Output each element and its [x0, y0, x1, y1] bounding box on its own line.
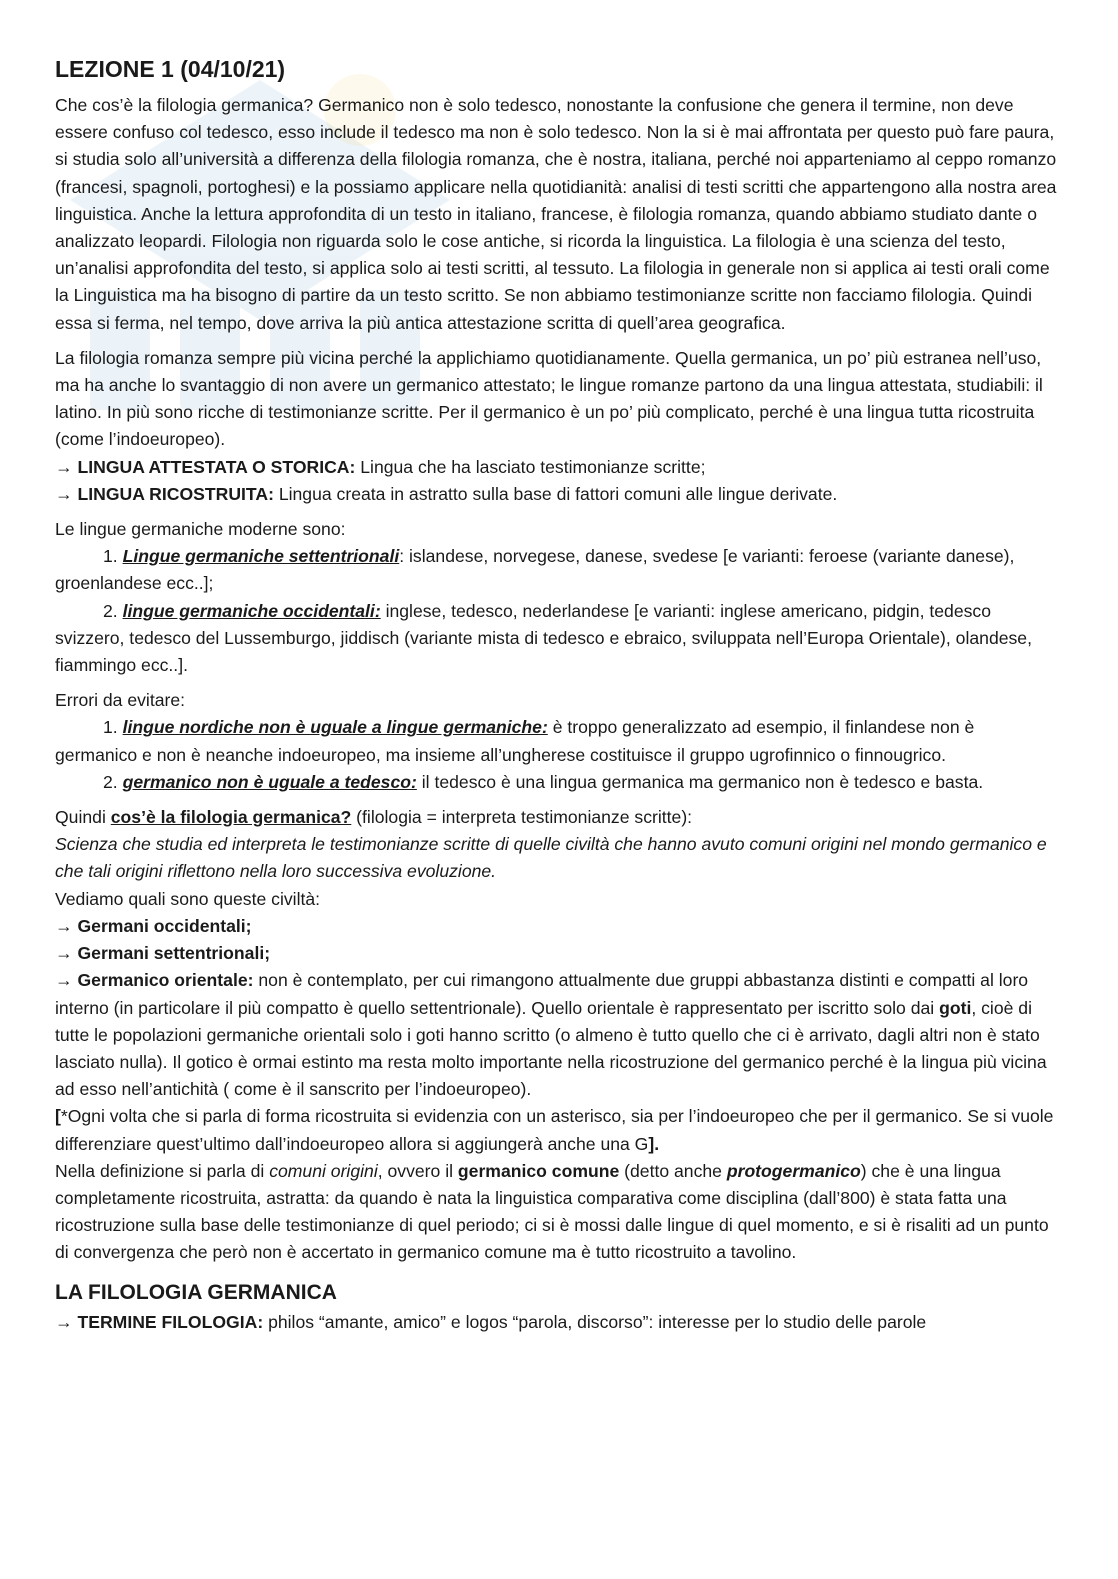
list-number: 2.	[103, 600, 118, 621]
list-term: Lingue germaniche settentrionali	[122, 546, 400, 567]
list-number: 1.	[103, 546, 118, 567]
definizione-italic: Scienza che studia ed interpreta le testimonianze scritte di quelle civiltà che hanno avuto comuni origini nel mondo germanico e che tali origini riflettono nella loro successiva evoluzione.	[55, 834, 1047, 882]
bracket-close: ].	[648, 1133, 660, 1154]
termine-text: philos “amante, amico” e logos “parola, discorso”: interesse per lo studio delle parole	[263, 1311, 927, 1332]
arrow-icon: →	[55, 970, 73, 991]
list-number: 2.	[103, 771, 118, 792]
text-run: (detto anche	[619, 1160, 727, 1181]
arrow-icon: →	[55, 1311, 73, 1332]
termine-filologia	[55, 1309, 1060, 1336]
quindi-pre: Quindi	[55, 807, 111, 828]
civilta-item	[55, 967, 1060, 1103]
civilta-term: Germani settentrionali;	[77, 943, 271, 964]
definition-term: LINGUA ATTESTATA O STORICA:	[77, 456, 356, 477]
nota-text: *Ogni volta che si parla di forma ricostruita si evidenzia con un asterisco, sia per l’indoeuropeo che per il germanico. Se si vuole differenziare quest’ultimo dall’indoeuropeo allora si aggiungerà anche una G	[55, 1106, 1054, 1154]
section-heading: LA FILOLOGIA GERMANICA	[55, 1280, 337, 1304]
civilta-item	[55, 913, 1060, 940]
definition-ricostruita	[55, 481, 1060, 508]
paragraph-romanza: La filologia romanza sempre più vicina perché la applichiamo quotidianamente. Quella germanica, un po’ più estranea nell’uso, ma ha anche lo svantaggio di non avere un germanico attestato; le lingue romanze partono da una lingua attestata, studiabili: il latino. In più sono ricche di testimonianze scritte. Per il germanico è un po’ più complicato, perché è una lingua tutta ricostruita (come l’indoeuropeo).	[55, 347, 1043, 450]
list-term: lingue germaniche occidentali:	[122, 600, 381, 621]
quindi-term: cos’è la filologia germanica?	[110, 807, 352, 828]
quindi-post: (filologia = interpreta testimonianze scritte):	[351, 807, 693, 828]
text-run: , ovvero il	[377, 1160, 458, 1181]
arrow-icon: →	[55, 456, 73, 477]
list-text: : islandese, norvegese, danese, svedese [e varianti: feroese (variante danese), groenlandese ecc..];	[55, 546, 1015, 594]
text-run: Nella definizione si parla di	[55, 1160, 270, 1181]
arrow-icon: →	[55, 915, 73, 936]
civilta-term: Germani occidentali;	[77, 915, 252, 936]
germanico-comune-term: germanico comune	[457, 1160, 620, 1181]
arrow-icon: →	[55, 943, 73, 964]
vediamo-line: Vediamo quali sono queste civiltà:	[55, 888, 321, 909]
definition-term: LINGUA RICOSTRUITA:	[77, 483, 274, 504]
nota-asterisco	[55, 1103, 1060, 1157]
civilta-item	[55, 940, 1060, 967]
definition-attestata	[55, 454, 1060, 481]
list-item	[55, 598, 1060, 680]
comuni-origini: comuni origini	[269, 1160, 378, 1181]
goti-term: goti	[939, 997, 972, 1018]
quindi-line	[55, 804, 1060, 831]
text-run: ) che è una lingua completamente ricostruita, astratta: da quando è nata la linguistica comparativa come disciplina (dall’800) è stata fatta una ricostruzione sulla base delle testimonianze di quel periodo; ci si è mossi dalle lingue di quel momento, e si è risaliti ad un punto di convergenza che però non è accertato in germanico comune ma è tutto ricostruito a tavolino.	[55, 1160, 1049, 1263]
protogermanico-term: protogermanico	[726, 1160, 861, 1181]
list-text: è troppo generalizzato ad esempio, il finlandese non è germanico e non è neanche indoeuropeo, ma insieme all’ungherese costituisce il gruppo ugrofinnico o finnougrico.	[55, 717, 975, 765]
paragraph-intro: Che cos’è la filologia germanica? Germanico non è solo tedesco, nonostante la confusione che genera il termine, non deve essere confuso col tedesco, esso include il tedesco ma non è solo tedesco. Non la si è mai affrontata per questo può fare paura, si studia solo all’università a differenza della filologia romanza, che è nostra, italiana, perché noi apparteniamo al ceppo romanzo (francesi, spagnoli, portoghesi) e la possiamo applicare nella quotidianità: analisi di testi scritti che appartengono alla nostra area linguistica. Anche la lettura approfondita di un testo in italiano, francese, è filologia romanza, quando abbiamo studiato dante o analizzato leopardi. Filologia non riguarda solo le cose antiche, si ricorda la linguistica. La filologia è una scienza del testo, un’analisi approfondita del testo, si applica solo ai testi scritti, al tessuto. La filologia in generale non si applica ai testi orali come la Linguistica ma ha bisogno di partire da un testo scritto. Se non abbiamo testimonianze scritte non facciamo filologia. Quindi essa si ferma, nel tempo, dove arriva la più antica attestazione scritta di quell’area geografica.	[55, 95, 1057, 333]
list-item	[55, 543, 1060, 597]
definition-text: Lingua creata in astratto sulla base di fattori comuni alle lingue derivate.	[273, 483, 838, 504]
list-text: inglese, tedesco, nederlandese [e varianti: inglese americano, pidgin, tedesco svizzero, tedesco del Lussemburgo, jiddisch (variante mista di tedesco e ebraico, sviluppata nell’Europa Orientale), olandese, fiammingo ecc..].	[55, 600, 1032, 676]
list-text: il tedesco è una lingua germanica ma germanico non è tedesco e basta.	[416, 771, 984, 792]
list-term: germanico non è uguale a tedesco:	[122, 771, 417, 792]
bracket-open: [	[55, 1106, 61, 1127]
moderne-intro: Le lingue germaniche moderne sono:	[55, 519, 346, 540]
civilta-text: , cioè di tutte le popolazioni germaniche orientali solo i goti hanno scritto (o almeno è tutto quello che ci è arrivato, dagli altri non è stato lasciato nulla). Il gotico è ormai estinto ma resta molto importante nella ricostruzione del germanico perché è la lingua più vicina ad esso nell’antichità ( come è il sanscrito per l’indoeuropeo).	[55, 997, 1047, 1100]
arrow-icon: →	[55, 483, 73, 504]
list-number: 1.	[103, 717, 118, 738]
list-item	[55, 769, 1060, 796]
list-item	[55, 714, 1060, 768]
page-title: LEZIONE 1 (04/10/21)	[55, 56, 286, 82]
civilta-term: Germanico orientale:	[77, 970, 254, 991]
list-term: lingue nordiche non è uguale a lingue germaniche:	[122, 717, 548, 738]
definition-text: Lingua che ha lasciato testimonianze scritte;	[355, 456, 706, 477]
civilta-text: non è contemplato, per cui rimangono attualmente due gruppi abbastanza distinti e compatti al loro interno (in particolare il più compatto è quello settentrionale). Quello orientale è rappresentato per iscritto solo dai	[55, 970, 1029, 1018]
errori-intro: Errori da evitare:	[55, 690, 186, 711]
errori-list	[55, 714, 1060, 796]
paragraph-germanico-comune	[55, 1158, 1060, 1267]
termine-term: TERMINE FILOLOGIA:	[77, 1311, 264, 1332]
moderne-list	[55, 543, 1060, 679]
